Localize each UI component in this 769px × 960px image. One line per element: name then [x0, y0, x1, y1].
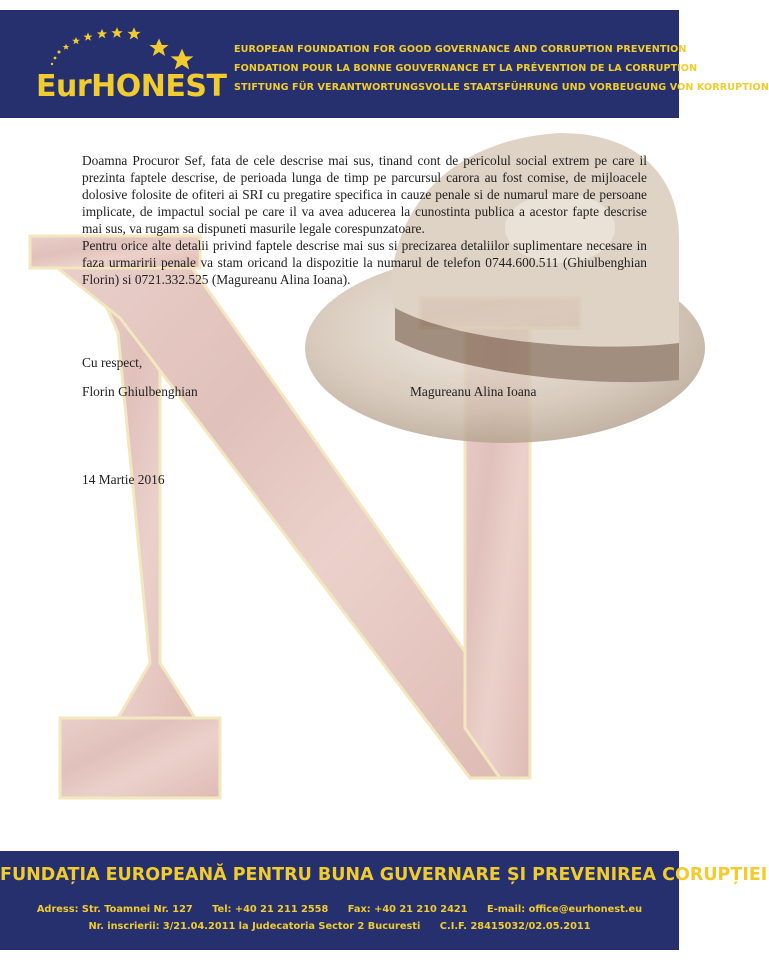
- footer-phone: Tel: +40 21 211 2558: [212, 904, 329, 915]
- footer-foundation-name: FUNDAȚIA EUROPEANĂ PENTRU BUNA GUVERNARE ȘI PREVENIREA CORUPȚIEI: [0, 865, 768, 885]
- tagline-german: STIFTUNG FÜR VERANTWORTUNGSVOLLE STAATSFÜHRUNG UND VORBEUGUNG VON KORRUPTION: [234, 82, 769, 93]
- closing-salutation: Cu respect,: [82, 355, 143, 370]
- footer-email: E-mail: office@eurhonest.eu: [486, 904, 643, 915]
- footer-contact-line: [0, 904, 679, 915]
- footer-registration: Nr. inscrierii: 3/21.04.2011 la Judecatoria Sector 2 Bucuresti: [88, 921, 421, 932]
- footer-address: Adress: Str. Toamnei Nr. 127: [36, 904, 193, 915]
- tagline-english: EUROPEAN FOUNDATION FOR GOOD GOVERNANCE AND CORRUPTION PREVENTION: [234, 44, 687, 55]
- letter-date: 14 Martie 2016: [82, 472, 165, 487]
- signatory-name: Magureanu Alina Ioana: [410, 384, 537, 399]
- letterhead-header: [0, 10, 769, 118]
- footer-cif: C.I.F. 28415032/02.05.2011: [439, 921, 591, 932]
- letter-body: [82, 152, 647, 288]
- letter-paragraph: Pentru orice alte detalii privind faptele descrise mai sus si precizarea detaliilor suplimentare necesare in faza urmaririi penale va stam oricand la dispozitie la numarul de telefon 0744.600.511 (Ghiulbenghian Florin) si 0721.332.525 (Magureanu Alina Ioana).: [82, 238, 647, 287]
- letterhead-footer: [0, 851, 768, 950]
- letter-paragraph: Doamna Procuror Sef, fata de cele descrise mai sus, tinand cont de pericolul social extrem pe care il prezinta faptele descrise, de perioada lunga de timp pe parcursul carora au fost comise, de mijloacele dolosive folosite de ofiteri ai SRI cu pregatire specifica in cauze penale si de numarul mare de persoane implicate, de impactul social pe care il va avea aducerea la cunostinta publica a acestor fapte descrise mai sus, va rugam sa dispuneti masurile legale corespunzatoare.: [82, 153, 647, 236]
- logo-text: EurHONEST: [36, 69, 227, 104]
- tagline-french: FONDATION POUR LA BONNE GOUVERNANCE ET LA PRÉVENTION DE LA CORRUPTION: [234, 63, 698, 74]
- signatory-name: Florin Ghiulbenghian: [82, 384, 198, 399]
- footer-registration-line: [0, 921, 679, 932]
- footer-fax: Fax: +40 21 210 2421: [347, 904, 468, 915]
